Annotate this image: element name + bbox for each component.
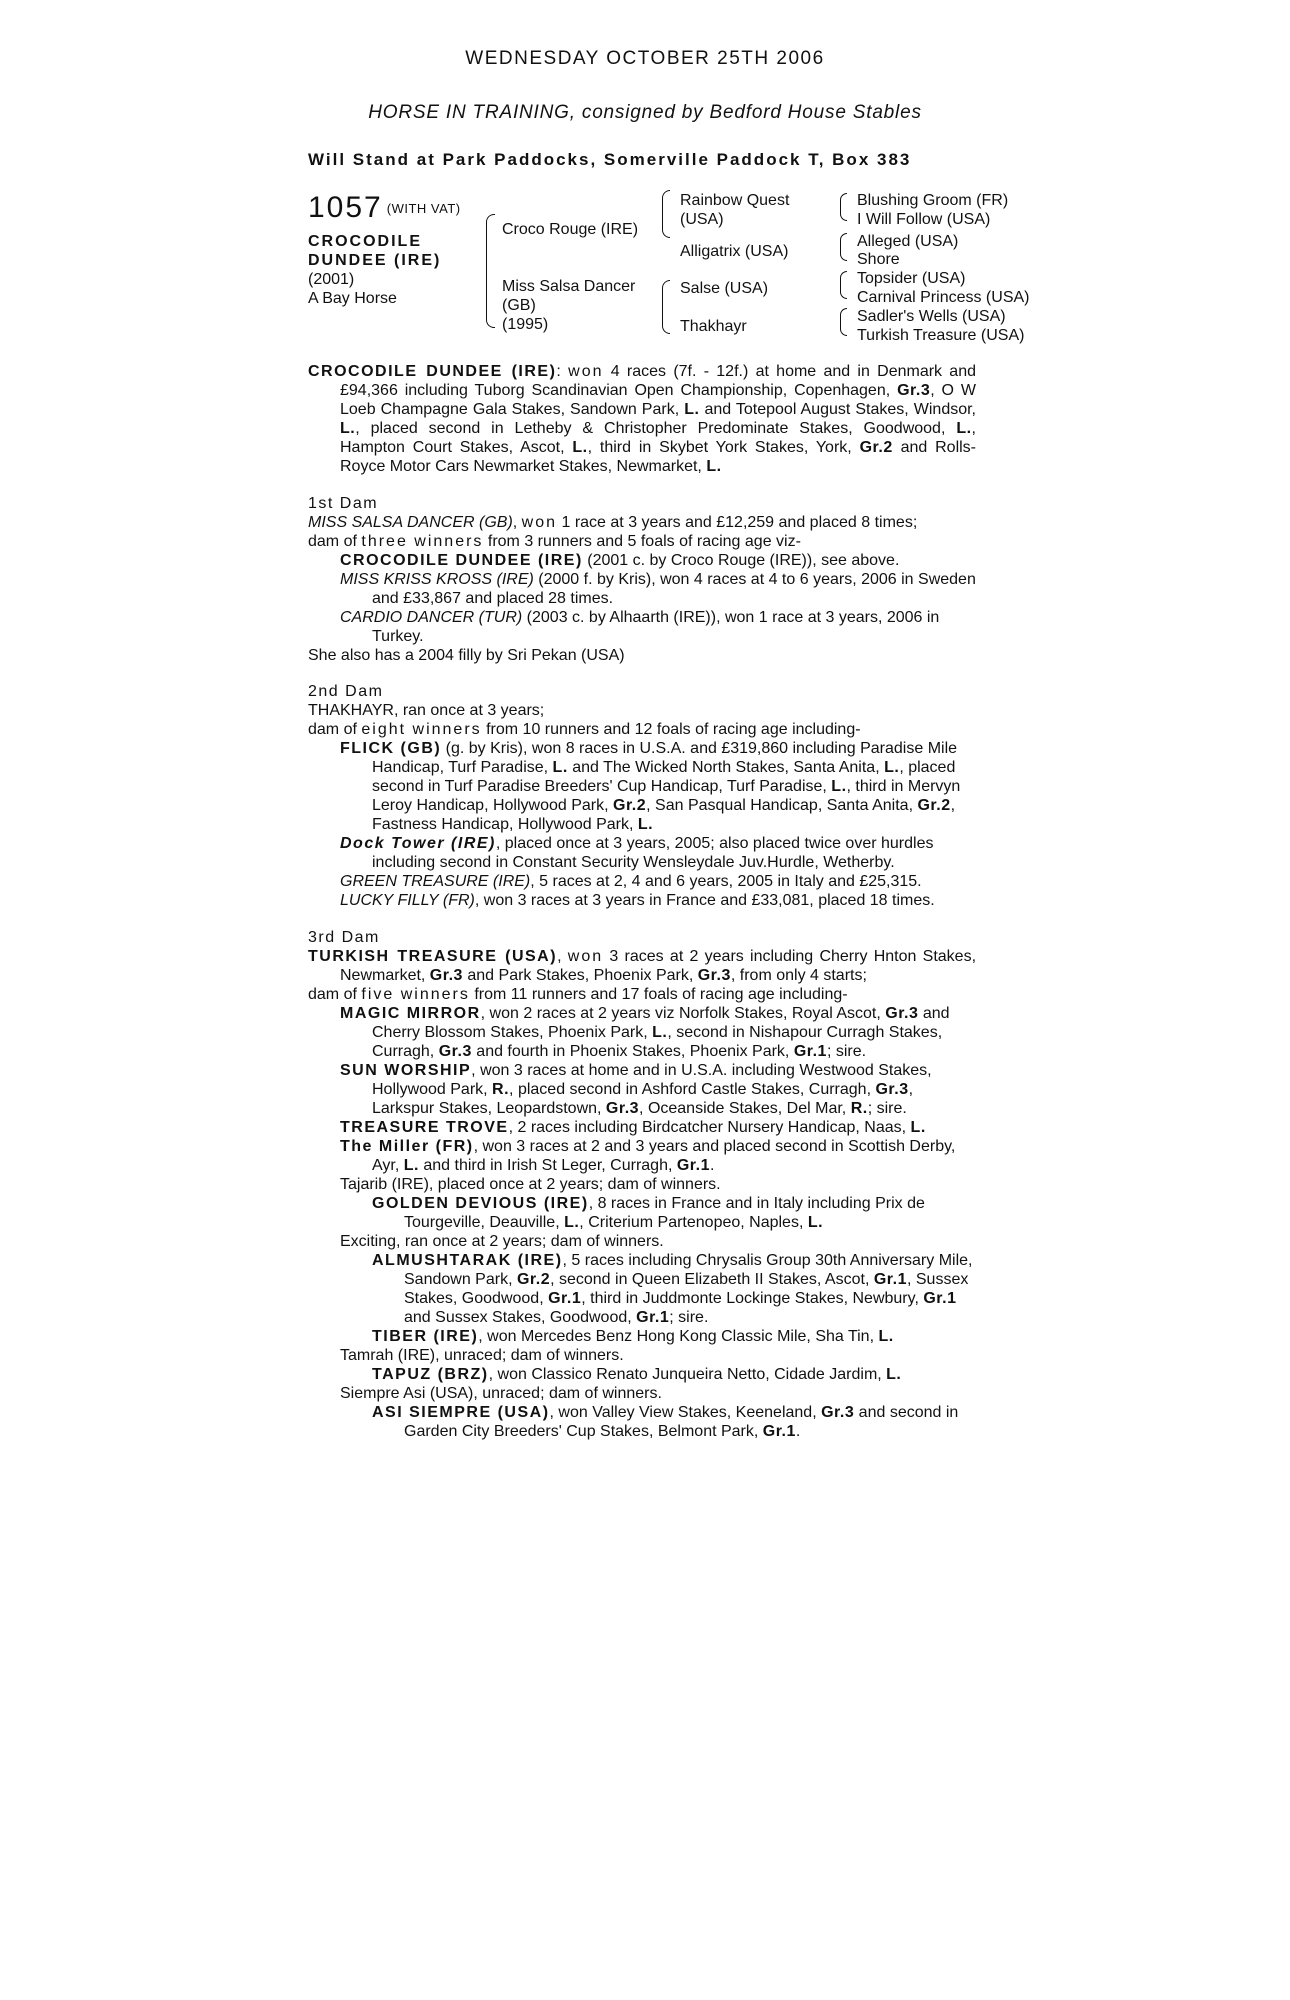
listed-label: L. [652,1024,668,1041]
produce-text: , San Pasqual Handicap, Santa Anita, [646,797,918,814]
produce-text: , Larkspur Stakes, Leopardstown, [372,1081,914,1117]
produce-text: and The Wicked North Stakes, Santa Anita, [567,759,885,776]
record-text-d: , placed second in Letheby & Christopher Predominate Stakes, Goodwood, [355,420,957,437]
first-dam-produce-line [308,532,976,551]
pedigree-brace-sire [662,190,670,238]
grade-label: Gr.2 [516,1271,551,1288]
produce-text: (2003 c. by Alhaarth (IRE)), won 1 race at 3 years, 2006 in Turkey. [372,609,940,645]
listed-label: L. [564,1214,580,1231]
grade-label: Gr.3 [605,1100,640,1117]
produce-item: Tamrah (IRE), unraced; dam of winners. [340,1347,624,1364]
horse-name-line2: DUNDEE (IRE) [308,252,442,269]
produce-item [308,1137,976,1175]
produce-text: , Oceanside Stakes, Del Mar, [639,1100,851,1117]
lot-number-block [308,192,461,225]
pedigree-dam-sire: Salse (USA) [680,280,769,297]
horse-info [308,270,397,308]
produce-name: MISS KRISS KROSS (IRE) [340,571,534,588]
record-text-e: , Hampton Court Stakes, Ascot, [340,420,976,456]
produce-text: . [710,1157,715,1174]
produce-text: and fourth in Phoenix Stakes, Phoenix Park, [471,1043,794,1060]
listed-label: L. [684,401,700,418]
pedigree-brace-ds [840,271,847,299]
grade-label: Gr.3 [885,1005,919,1022]
listed-label: L. [572,439,588,456]
produce-item: Tajarib (IRE), placed once at 2 years; dam of winners. [340,1176,721,1193]
listed-label: L. [878,1328,894,1345]
produce-text: ; sire. [867,1100,907,1117]
grand-produce-item [308,1251,976,1327]
produce-name: CARDIO DANCER (TUR) [340,609,523,626]
grand-produce-item [308,1403,976,1441]
dam-of-label: dam of [308,721,357,738]
listed-label: L. [807,1214,824,1231]
record-text-f: , third in Skybet York Stakes, York, [587,439,860,456]
grade-label: Gr.1 [548,1290,582,1307]
produce-text: , Criterium Partenopeo, Naples, [579,1214,808,1231]
race-record-paragraph: CROCODILE DUNDEE (IRE): won 4 races (7f. - 12f.) at home and in Denmark and £94,366 including Tuborg Scandinavian Open Championship, Copenhagen, Gr.3, O W Loeb Champagne Gala Stakes, Sandown Park, L. and Totepool August Stakes, Windsor, L., placed second in Letheby & Christopher Predominate Stakes, Goodwood, L., Hampton Court Stakes, Ascot, L., third in Skybet York Stakes, York, Gr.2 and Rolls-Royce Motor Cars Newmarket Stakes, Newmarket, L. [308,363,977,475]
third-dam-name: TURKISH TREASURE (USA) [308,948,558,965]
third-dam-heading: 3rd Dam [308,929,380,946]
lot-number: 1057 [308,191,383,224]
produce-text: , Sussex Stakes, Goodwood, [404,1271,969,1307]
second-dam-produce-line [308,720,976,739]
produce-name: SUN WORSHIP [340,1062,472,1079]
produce-text: , second in Queen Elizabeth II Stakes, Ascot, [550,1271,874,1288]
third-dam-text: from 11 runners and 17 foals of racing age including- [474,986,848,1003]
produce-text: , placed second in Ashford Castle Stakes, Curragh, [509,1081,876,1098]
winners-count: five winners [361,986,470,1003]
produce-name: GREEN TREASURE (IRE) [340,873,531,890]
pedigree-dam-line2: (GB) [502,297,536,314]
pedigree-dam-line1: Miss Salsa Dancer [502,278,636,295]
produce-text: , won Classico Renato Junqueira Netto, Cidade Jardim, [488,1366,887,1383]
first-dam-section [308,494,976,665]
restricted-label: R. [492,1081,510,1098]
third-dam-text: , from only 4 starts; [730,967,867,984]
grade-label: Gr.3 [429,967,463,984]
produce-item [308,608,976,646]
produce-text: , 5 races at 2, 4 and 6 years, 2005 in Italy and £25,315. [530,873,922,890]
pedigree-dam-line3: (1995) [502,316,549,333]
pedigree-brace-parents [486,214,495,328]
listed-label: L. [910,1119,926,1136]
listed-label: L. [552,759,568,776]
horse-name-record: CROCODILE DUNDEE (IRE) [308,363,557,380]
pedigree-brace-ss [840,193,847,221]
grade-label: Gr.1 [793,1043,827,1060]
race-record [308,362,976,476]
produce-name: TAPUZ (BRZ) [372,1366,489,1383]
dam-of-label: dam of [308,533,357,550]
produce-text: , won Valley View Stakes, Keeneland, [549,1404,822,1421]
produce-text: , 5 races including Chrysalis Group 30th Anniversary Mile, Sandown Park, [404,1252,973,1288]
grade-label: Gr.1 [676,1157,710,1174]
produce-text: (2001 c. by Croco Rouge (IRE)), see above. [587,552,900,569]
pedigree-ss-line2: (USA) [680,211,724,228]
produce-name: TREASURE TROVE [340,1119,509,1136]
horse-name-line1: CROCODILE [308,233,422,250]
listed-label: L. [403,1157,419,1174]
produce-text: , third in Mervyn Leroy Handicap, Hollywood Park, [372,778,961,814]
dam-of-label: dam of [308,986,357,1003]
second-dam-line: THAKHAYR, ran once at 3 years; [308,702,545,719]
restricted-label: R. [850,1100,868,1117]
pedigree-ddd: Turkish Treasure (USA) [857,327,1025,344]
produce-text: , placed once at 3 years, 2005; also placed twice over hurdles including second in Constant Security Wensleydale Juv.Hurdle, Wetherby. [372,835,934,871]
grade-label: Gr.1 [873,1271,907,1288]
grade-label: Gr.3 [438,1043,472,1060]
pedigree-dam-dam: Thakhayr [680,318,747,335]
produce-item [308,891,976,910]
produce-name: CROCODILE DUNDEE (IRE) [340,552,583,569]
produce-text: (2000 f. by Kris), won 4 races at 4 to 6 years, 2006 in Sweden and £33,867 and placed 28 times. [372,571,976,607]
produce-text: and second in Garden City Breeders' Cup Stakes, Belmont Park, [404,1404,959,1440]
produce-text: and third in Irish St Leger, Curragh, [418,1157,677,1174]
grade-label: Gr.3 [821,1404,855,1421]
pedigree-dam [502,277,635,334]
listed-label: L. [637,816,654,833]
won-word: won [567,948,604,965]
grand-produce-item [308,1194,976,1232]
pedigree-brace-dam [662,280,670,334]
stand-location: Will Stand at Park Paddocks, Somerville Paddock T, Box 383 [308,150,912,169]
grade-label: Gr.2 [859,439,893,456]
produce-text: ; sire. [669,1309,709,1326]
consignment-line: HORSE IN TRAINING, consigned by Bedford House Stables [368,102,922,123]
pedigree-dsd: Carnival Princess (USA) [857,289,1030,306]
record-text-g: and Rolls-Royce Motor Cars Newmarket Stakes, Newmarket, [340,439,977,475]
third-dam-text: and Park Stakes, Phoenix Park, [462,967,698,984]
produce-item [308,1118,976,1137]
pedigree-sdd: Shore [857,251,900,268]
produce-text: (g. by Kris), won 8 races in U.S.A. and £319,860 including Paradise Mile Handicap, Turf Paradise, [372,740,958,776]
produce-item [308,834,976,872]
third-dam-section [308,928,976,1441]
grade-label: Gr.1 [923,1290,957,1307]
grade-label: Gr.1 [636,1309,670,1326]
produce-text: , won Mercedes Benz Hong Kong Classic Mile, Sha Tin, [478,1328,879,1345]
grand-produce-item [308,1327,976,1346]
produce-name: ALMUSHTARAK (IRE) [372,1252,563,1269]
produce-text: , won 3 races at 3 years in France and £33,081, placed 18 times. [474,892,935,909]
produce-text: , 2 races including Birdcatcher Nursery Handicap, Naas, [508,1119,911,1136]
produce-item [308,1004,976,1061]
produce-name: Dock Tower (IRE) [340,835,496,852]
pedigree-dss: Topsider (USA) [857,270,966,287]
sale-date: WEDNESDAY OCTOBER 25TH 2006 [465,48,825,69]
produce-item [308,570,976,608]
second-dam-section [308,682,976,910]
second-dam-text2: from 10 runners and 12 foals of racing age including- [486,721,861,738]
pedigree-sire-sire [680,191,789,229]
produce-text: , won 3 races at home and in U.S.A. including Westwood Stakes, Hollywood Park, [372,1062,932,1098]
listed-label: L. [884,759,900,776]
grade-label: Gr.3 [897,382,931,399]
record-text-c: and Totepool August Stakes, Windsor, [699,401,977,418]
third-dam-line: TURKISH TREASURE (USA), won 3 races at 2 years including Cherry Hnton Stakes, Newmarket, Gr.3 and Park Stakes, Phoenix Park, Gr.3, from only 4 starts; [308,948,977,984]
pedigree-dds: Sadler's Wells (USA) [857,308,1006,325]
produce-name: MAGIC MIRROR [340,1005,481,1022]
listed-label: L. [706,458,722,475]
produce-text: ; sire. [826,1043,867,1060]
grade-label: Gr.2 [917,797,951,814]
grade-label: Gr.3 [697,967,731,984]
pedigree-brace-sd [840,233,847,261]
produce-name: TIBER (IRE) [372,1328,479,1345]
grade-label: Gr.1 [762,1423,796,1440]
produce-item [308,739,976,834]
produce-name: FLICK (GB) [340,740,442,757]
produce-text: , Fastness Handicap, Hollywood Park, [372,797,956,833]
pedigree-sire-dam: Alligatrix (USA) [680,243,789,260]
produce-text: and Cherry Blossom Stakes, Phoenix Park, [372,1005,950,1041]
first-dam-heading: 1st Dam [308,495,379,512]
produce-text: , third in Juddmonte Lockinge Stakes, Newbury, [581,1290,924,1307]
first-dam-text1: 1 race at 3 years and £12,259 and placed 8 times; [561,514,918,531]
produce-name: LUCKY FILLY (FR) [340,892,475,909]
produce-text: and Sussex Stakes, Goodwood, [404,1309,637,1326]
produce-text: , won 2 races at 2 years viz Norfolk Stakes, Royal Ascot, [480,1005,886,1022]
produce-item [308,551,976,570]
grand-produce-item [308,1365,976,1384]
produce-item: Siempre Asi (USA), unraced; dam of winners. [340,1385,662,1402]
horse-description: A Bay Horse [308,290,397,307]
produce-name: GOLDEN DEVIOUS (IRE) [372,1195,589,1212]
produce-text: , 8 races in France and in Italy including Prix de Tourgeville, Deauville, [404,1195,925,1231]
pedigree-sire: Croco Rouge (IRE) [502,221,639,238]
vat-label: (WITH VAT) [386,201,461,217]
produce-text: , won 3 races at 2 and 3 years and placed second in Scottish Derby, Ayr, [372,1138,956,1174]
produce-item [308,872,976,891]
listed-label: L. [340,420,356,437]
listed-label: L. [956,420,972,437]
pedigree-brace-dd [840,308,847,336]
third-dam-produce-line [308,985,976,1004]
produce-text: , second in Nishapour Curragh Stakes, Curragh, [372,1024,943,1060]
winners-count: three winners [361,533,484,550]
listed-label: L. [886,1366,902,1383]
first-dam-name: MISS SALSA DANCER (GB) [308,514,513,531]
listed-label: L. [831,778,847,795]
first-dam-text2: from 3 runners and 5 foals of racing age viz- [487,533,801,550]
third-dam-text: 3 races at 2 years including Cherry Hnton Stakes, Newmarket, [340,948,977,984]
horse-name [308,232,458,270]
grade-label: Gr.3 [875,1081,909,1098]
produce-name: ASI SIEMPRE (USA) [372,1404,550,1421]
pedigree-ss-line1: Rainbow Quest [680,192,790,209]
horse-year: (2001) [308,271,355,288]
produce-text: . [795,1423,801,1440]
won-word: won [568,363,604,380]
first-dam-also: She also has a 2004 filly by Sri Pekan (USA) [308,647,625,664]
second-dam-heading: 2nd Dam [308,683,384,700]
pedigree-sss: Blushing Groom (FR) [857,192,1009,209]
record-text-a: 4 races (7f. - 12f.) at home and in Denmark and £94,366 including Tuborg Scandinavian Open Championship, Copenhagen, [340,363,977,399]
first-dam-line: MISS SALSA DANCER (GB), won 1 race at 3 years and £12,259 and placed 8 times; [308,514,918,531]
pedigree-ssd: I Will Follow (USA) [857,211,991,228]
record-text-b: , O W Loeb Champagne Gala Stakes, Sandown Park, [340,382,976,418]
grade-label: Gr.2 [613,797,647,814]
produce-text: , placed second in Turf Paradise Breeders' Cup Handicap, Turf Paradise, [372,759,956,795]
winners-count: eight winners [361,721,482,738]
pedigree-sds: Alleged (USA) [857,233,959,250]
produce-item: Exciting, ran once at 2 years; dam of winners. [340,1233,664,1250]
produce-item [308,1061,976,1118]
won-word: won [521,514,558,531]
produce-name: The Miller (FR) [340,1138,474,1155]
